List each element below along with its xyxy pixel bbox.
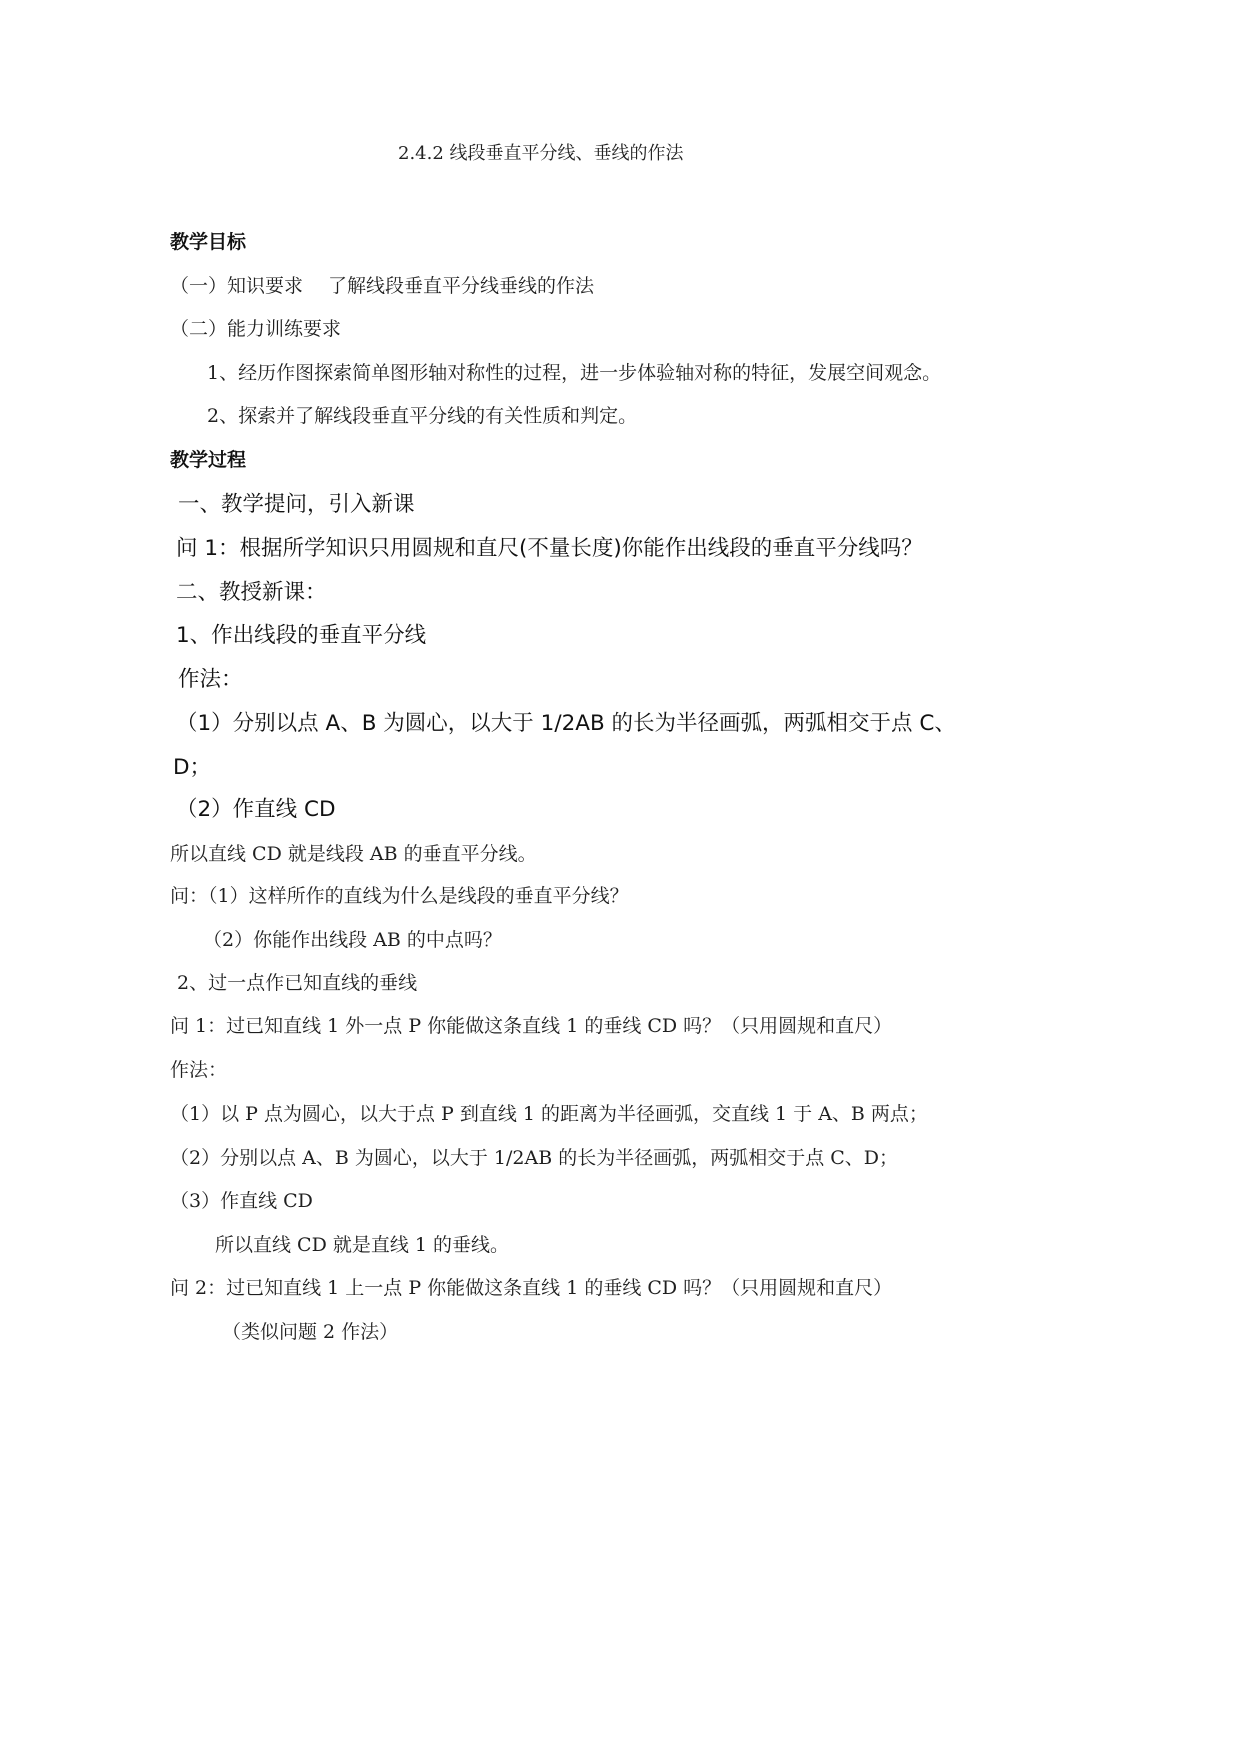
part2-heading: 2、过一点作已知直线的垂线 [177,972,418,994]
ability-item: 2、探索并了解线段垂直平分线的有关性质和判定。 [207,405,638,427]
part1-heading: 1、作出线段的垂直平分线 [176,623,427,648]
new-lesson-heading: 二、教授新课： [176,580,327,605]
part2-method-label: 作法： [170,1059,228,1081]
ability-heading: （二）能力训练要求 [170,318,342,340]
part2-conclusion: 所以直线 CD 就是直线 1 的垂线。 [215,1234,510,1256]
intro-heading: 一、教学提问，引入新课 [178,492,415,517]
objectives-heading: 教学目标 [170,231,247,253]
part2-step: （3）作直线 CD [170,1190,313,1212]
part1-conclusion: 所以直线 CD 就是线段 AB 的垂直平分线。 [170,843,537,865]
part1-step2: （2）作直线 CD [176,797,336,822]
part2-question1: 问 1：过已知直线 1 外一点 P 你能做这条直线 1 的垂线 CD 吗？（只用圆规和直尺） [170,1015,893,1037]
part1-question-b: （2）你能作出线段 AB 的中点吗？ [203,929,502,951]
part2-step: （2）分别以点 A、B 为圆心，以大于 1/2AB 的长为半径画弧，两弧相交于点 C、D； [170,1147,899,1169]
part1-step1-line2: D； [173,755,212,780]
part2-question2: 问 2：过已知直线 1 上一点 P 你能做这条直线 1 的垂线 CD 吗？（只用圆规和直尺） [170,1277,893,1299]
intro-question: 问 1：根据所学知识只用圆规和直尺(不量长度)你能作出线段的垂直平分线吗？ [176,536,923,561]
knowledge-requirement: （一）知识要求 了解线段垂直平分线垂线的作法 [170,275,595,297]
ability-item: 1、经历作图探索简单图形轴对称性的过程，进一步体验轴对称的特征，发展空间观念。 [207,362,942,384]
part1-step1-line1: （1）分别以点 A、B 为圆心，以大于 1/2AB 的长为半径画弧，两弧相交于点 C、 [176,711,956,736]
document-title: 2.4.2 线段垂直平分线、垂线的作法 [398,143,684,164]
part1-question-a: 问：（1）这样所作的直线为什么是线段的垂直平分线？ [170,885,629,907]
process-heading: 教学过程 [170,449,247,471]
part2-note: （类似问题 2 作法） [222,1321,399,1343]
part2-step: （1）以 P 点为圆心，以大于点 P 到直线 1 的距离为半径画弧，交直线 1 于 A、B 两点； [170,1103,928,1125]
part1-method-label: 作法： [178,667,243,692]
